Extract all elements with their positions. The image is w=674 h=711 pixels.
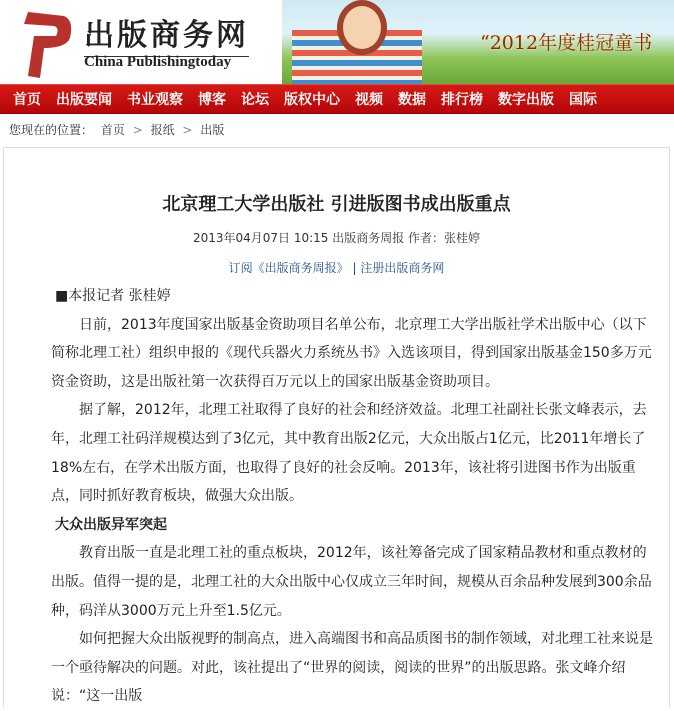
nav-observation[interactable]: 书业观察	[127, 92, 183, 108]
nav-data[interactable]: 数据	[398, 92, 426, 108]
article-meta: 2013年04月07日 10:15 出版商务周报 作者：张桂婷	[192, 231, 481, 245]
subscribe-link[interactable]: 订阅《出版商务周报》	[228, 261, 349, 275]
register-link[interactable]: 注册出版商务网	[360, 261, 445, 275]
paragraph: 如何把握大众出版视野的制高点，进入高端图书和高品质图书的制作领域，对北理工社来说是一个亟待解决的问题。对此，该社提出了“世界的阅读，阅读的世界”的出版思路。张文峰介绍说：“这一出版	[51, 631, 653, 705]
nav-international[interactable]: 国际	[569, 92, 597, 108]
nav-blog[interactable]: 博客	[198, 92, 226, 108]
nav-news[interactable]: 出版要闻	[56, 92, 112, 108]
link-separator: |	[352, 261, 357, 275]
nav-rankings[interactable]: 排行榜	[441, 92, 483, 108]
article-body	[4, 282, 669, 711]
byline: ■本报记者 张桂婷	[55, 288, 171, 304]
nav-home[interactable]: 首页	[13, 92, 41, 108]
nav-video[interactable]: 视频	[355, 92, 383, 108]
article-title: 北京理工大学出版社 引进版图书成出版重点	[162, 194, 511, 215]
site-header	[0, 0, 674, 84]
breadcrumb-sep: >	[132, 123, 143, 137]
breadcrumb-publishing[interactable]: 出版	[200, 123, 225, 137]
breadcrumb-sep: >	[182, 123, 193, 137]
subheading: 大众出版异军突起	[55, 516, 167, 533]
logo-chinese: 出版商务网	[84, 10, 249, 57]
site-logo[interactable]	[14, 6, 284, 80]
paragraph: 日前，2013年度国家出版基金资助项目名单公布，北京理工大学出版社学术出版中心（以下简称北理工社）组织申报的《现代兵器火力系统丛书》入选该项目，得到国家出版基金150多万元资金资助，这是出版社第一次获得百万元以上的国家出版基金资助项目。	[51, 316, 652, 390]
nav-forum[interactable]: 论坛	[241, 92, 269, 108]
main-nav	[0, 84, 674, 114]
banner-text: “2012年度桂冠童书	[480, 32, 653, 54]
article-container	[3, 147, 670, 707]
breadcrumb-label: 您现在的位置：	[9, 123, 94, 137]
breadcrumb-home[interactable]: 首页	[100, 123, 125, 137]
nav-digital[interactable]: 数字出版	[498, 92, 554, 108]
nav-copyright[interactable]: 版权中心	[284, 92, 340, 108]
ad-banner[interactable]	[282, 0, 674, 84]
logo-english: China Publishingtoday	[84, 54, 232, 70]
paragraph: 教育出版一直是北理工社的重点板块，2012年，该社筹备完成了国家精品教材和重点教材的出版。值得一提的是，北理工社的大众出版中心仅成立三年时间，规模从百余品种发展到300余品种，码洋从3000万元上升至1.5亿元。	[51, 545, 652, 619]
article-links	[4, 259, 669, 276]
paragraph: 据了解，2012年，北理工社取得了良好的社会和经济效益。北理工社副社长张文峰表示，去年，北理工社码洋规模达到了3亿元，其中教育出版2亿元，大众出版占1亿元，比2011年增长了18%左右，在学术出版方面，也取得了良好的社会反响。2013年，该社将引进图书作为出版重点，同时抓好教育板块，做强大众出版。	[51, 402, 647, 505]
breadcrumb-newspaper[interactable]: 报纸	[150, 123, 175, 137]
breadcrumb	[0, 114, 674, 144]
girl-illustration	[337, 0, 387, 55]
logo-p-icon	[14, 8, 74, 80]
